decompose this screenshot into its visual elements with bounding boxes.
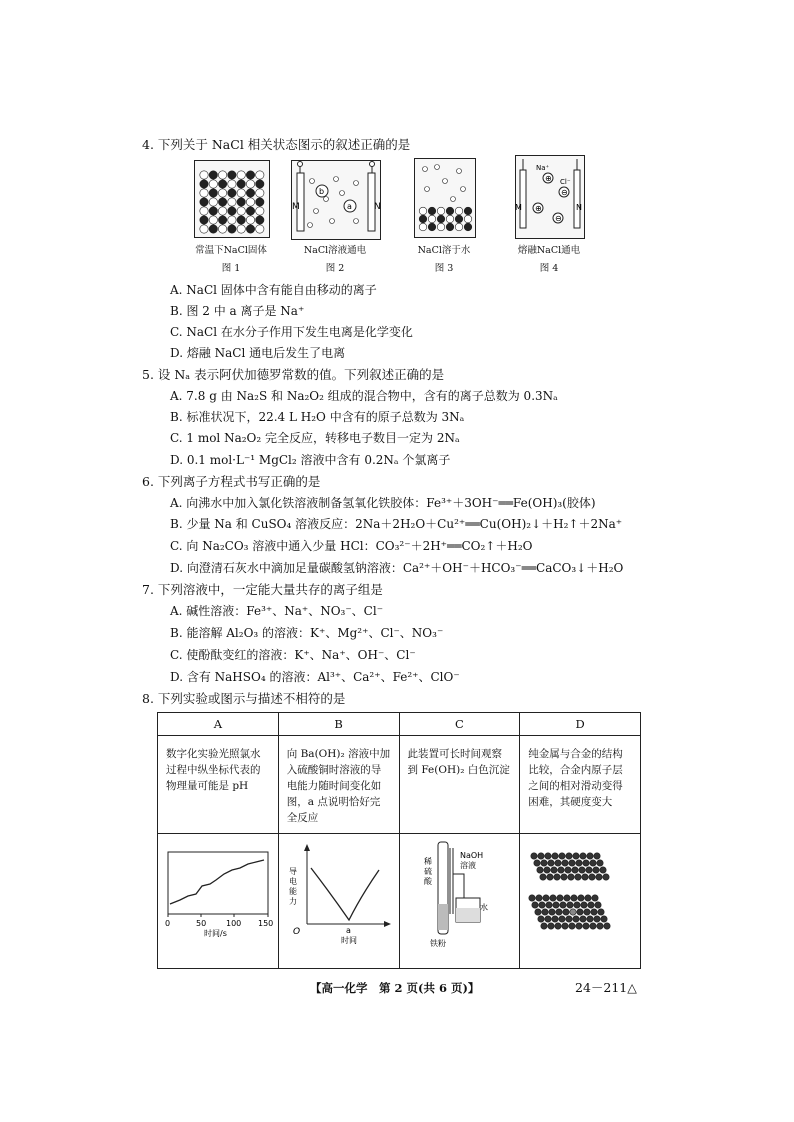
column-c-header: C [399, 713, 520, 736]
svg-text:酸: 酸 [423, 877, 432, 886]
q5-option-b: B. 标准状况下，22.4 L H₂O 中含有的原子总数为 3Nₐ [170, 410, 465, 424]
q4-option-d: D. 熔融 NaCl 通电后发生了电离 [170, 346, 346, 360]
electrode-m-label-4: M [515, 203, 522, 212]
q6-option-d: D. 向澄清石灰水中滴加足量碳酸氢钠溶液：Ca²⁺＋OH⁻＋HCO₃⁻══CaCO₃↓＋H₂O [170, 561, 624, 575]
column-a-figure [158, 834, 279, 969]
q5-option-d: D. 0.1 mol·L⁻¹ MgCl₂ 溶液中含有 0.2Nₐ 个氯离子 [170, 453, 451, 467]
x-axis-label-time-s: 时间/s [204, 929, 227, 938]
page-footer-code: 24－211△ [575, 980, 637, 995]
svg-text:硫: 硫 [423, 867, 432, 876]
tick-100: 100 [226, 919, 242, 928]
q5-stem: 5. 设 Nₐ 表示阿伏加德罗常数的值。下列叙述正确的是 [142, 367, 445, 382]
q4-stem: 4. 下列关于 NaCl 相关状态图示的叙述正确的是 [142, 137, 411, 152]
column-b-figure [278, 834, 399, 969]
ion-b-label: b [319, 187, 325, 196]
water-label: 水 [479, 903, 488, 912]
figure-1-label: 常温下NaCl固体 [195, 245, 267, 256]
x-axis-label-time: 时间 [340, 936, 357, 945]
figure-3-nacl-dissolving [414, 158, 476, 238]
metal-alloy-structure [520, 834, 639, 964]
figure-2-label: NaCl溶液通电 [303, 245, 367, 256]
column-b-header: B [278, 713, 399, 736]
q6-stem: 6. 下列离子方程式书写正确的是 [142, 474, 321, 489]
figure-3-number: 图 3 [434, 263, 454, 274]
electrolysis-cell-image [292, 161, 380, 239]
na-ion-label: Na⁺ [536, 164, 550, 172]
iron-powder-label: 铁粉 [429, 939, 446, 948]
figure-4-label: 熔融NaCl通电 [517, 245, 581, 256]
q7-option-d: D. 含有 NaHSO₄ 的溶液：Al³⁺、Ca²⁺、Fe²⁺、ClO⁻ [170, 670, 460, 684]
q6-option-c: C. 向 Na₂CO₃ 溶液中通入少量 HCl：CO₃²⁻＋2H⁺══CO₂↑＋H₂O [170, 539, 533, 553]
q5-option-a: A. 7.8 g 由 Na₂S 和 Na₂O₂ 组成的混合物中，含有的离子总数为 0.3Nₐ [170, 389, 558, 403]
figure-4-number: 图 4 [539, 263, 559, 274]
column-c-description: 此装置可长时间观察到 Fe(OH)₂ 白色沉淀 [399, 736, 520, 834]
svg-text:⊖: ⊖ [561, 188, 568, 197]
svg-text:⊖: ⊖ [555, 214, 562, 223]
q7-option-c: C. 使酚酞变红的溶液：K⁺、Na⁺、OH⁻、Cl⁻ [170, 648, 416, 662]
light-chlorine-water-graph [158, 834, 277, 964]
q4-option-c: C. NaCl 在水分子作用下发生电离是化学变化 [170, 325, 413, 339]
column-d-header: D [520, 713, 641, 736]
figure-1-number: 图 1 [221, 263, 241, 274]
electrode-n-label: N [374, 202, 381, 212]
svg-text:溶液: 溶液 [459, 861, 476, 870]
q8-table [157, 712, 641, 969]
page-footer-title: 【高一化学 第 2 页(共 6 页)】 [310, 981, 480, 995]
electrode-n-label-4: N [576, 203, 582, 212]
figure-2-solution-electrolysis [291, 160, 381, 240]
tick-50: 50 [196, 919, 207, 928]
figure-4-molten-electrolysis [515, 155, 585, 239]
tick-150: 150 [258, 919, 274, 928]
q7-option-b: B. 能溶解 Al₂O₃ 的溶液：K⁺、Mg²⁺、Cl⁻、NO₃⁻ [170, 626, 444, 640]
column-d-description: 纯金属与合金的结构比较，合金内原子层之间的相对滑动变得困难，其硬度变大 [520, 736, 641, 834]
fe-oh2-apparatus [400, 834, 519, 964]
point-a-label: a [345, 926, 351, 935]
origin-label: O [292, 927, 300, 937]
cl-ion-label: Cl⁻ [560, 178, 571, 186]
electrode-m-label: M [292, 202, 300, 212]
tick-0: 0 [165, 919, 171, 928]
dissolving-image [415, 159, 475, 237]
y-axis-label-conductivity: 导 [288, 867, 297, 876]
figure-1-nacl-solid [194, 160, 270, 238]
svg-text:能: 能 [288, 887, 297, 896]
column-d-figure [520, 834, 641, 969]
q4-option-a: A. NaCl 固体中含有能自由移动的离子 [170, 283, 377, 297]
column-a-description: 数字化实验光照氯水过程中纵坐标代表的物理量可能是 pH [158, 736, 279, 834]
figure-3-label: NaCl溶于水 [417, 245, 471, 256]
naoh-label: NaOH [459, 851, 483, 860]
q7-option-a: A. 碱性溶液：Fe³⁺、Na⁺、NO₃⁻、Cl⁻ [170, 604, 384, 618]
dilute-acid-label: 稀 [423, 857, 432, 866]
q8-stem: 8. 下列实验或图示与描述不相符的是 [142, 691, 346, 706]
molten-cell-image [516, 156, 584, 238]
nacl-lattice-image [195, 161, 269, 237]
svg-text:⊕: ⊕ [535, 204, 542, 213]
svg-text:电: 电 [288, 877, 297, 886]
figure-2-number: 图 2 [325, 263, 345, 274]
column-a-header: A [158, 713, 279, 736]
q6-option-b: B. 少量 Na 和 CuSO₄ 溶液反应：2Na＋2H₂O＋Cu²⁺══Cu(OH)₂↓＋H₂↑＋2Na⁺ [170, 517, 623, 531]
conductivity-graph [279, 834, 398, 964]
ion-a-label: a [347, 202, 352, 211]
q5-option-c: C. 1 mol Na₂O₂ 完全反应，转移电子数目一定为 2Nₐ [170, 431, 460, 445]
column-b-description: 向 Ba(OH)₂ 溶液中加入硫酸铜时溶液的导电能力随时间变化如图，a 点说明恰好完全反应 [278, 736, 399, 834]
column-c-figure [399, 834, 520, 969]
svg-text:力: 力 [288, 897, 297, 906]
q4-option-b: B. 图 2 中 a 离子是 Na⁺ [170, 304, 305, 318]
svg-text:⊕: ⊕ [545, 174, 552, 183]
q7-stem: 7. 下列溶液中，一定能大量共存的离子组是 [142, 582, 383, 597]
q6-option-a: A. 向沸水中加入氯化铁溶液制备氢氧化铁胶体：Fe³⁺＋3OH⁻══Fe(OH)₃(胶体) [170, 496, 596, 510]
